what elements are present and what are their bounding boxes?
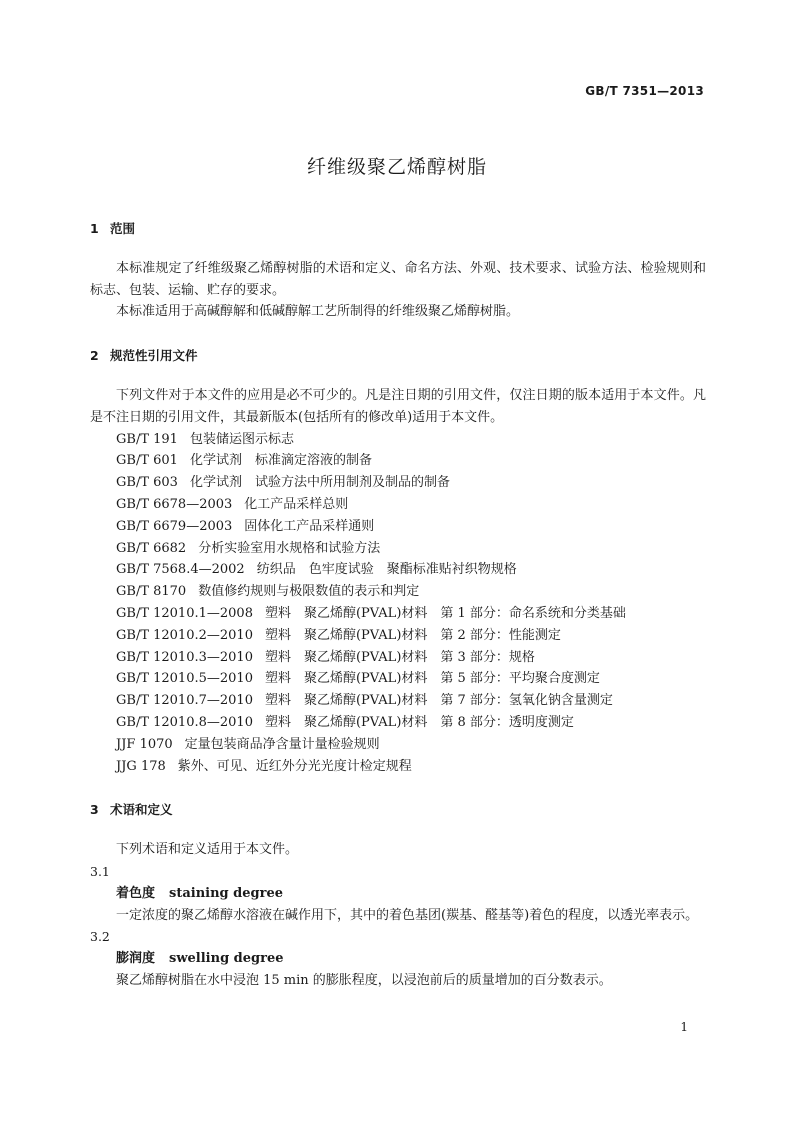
scope-paragraph: 本标准规定了纤维级聚乙烯醇树脂的术语和定义、命名方法、外观、技术要求、试验方法、检验规则和标志、包装、运输、贮存的要求。 xyxy=(90,260,706,298)
reference-title: 塑料 聚乙烯醇(PVAL)材料 第 7 部分：氢氧化钠含量测定 xyxy=(264,693,613,709)
reference-code: GB/T 7568.4—2002 xyxy=(116,562,245,578)
section-number: 2 xyxy=(90,348,99,364)
reference-code: GB/T 191 xyxy=(116,431,178,447)
reference-code: GB/T 12010.7—2010 xyxy=(116,693,253,709)
reference-item xyxy=(90,668,706,690)
reference-item xyxy=(90,559,706,581)
reference-title: 塑料 聚乙烯醇(PVAL)材料 第 3 部分：规格 xyxy=(264,649,535,665)
reference-title: 紫外、可见、近红外分光光度计检定规程 xyxy=(177,758,412,774)
reference-code: GB/T 12010.2—2010 xyxy=(116,627,253,643)
reference-item xyxy=(90,712,706,734)
reference-code: GB/T 6679—2003 xyxy=(116,518,233,534)
reference-item xyxy=(90,647,706,669)
section-references xyxy=(90,345,706,777)
terms-intro: 下列术语和定义适用于本文件。 xyxy=(116,842,299,858)
reference-item xyxy=(90,734,706,756)
reference-title: 化学试剂 标准滴定溶液的制备 xyxy=(189,453,372,469)
section-title: 规范性引用文件 xyxy=(110,348,198,364)
reference-item xyxy=(90,538,706,560)
reference-code: GB/T 8170 xyxy=(116,584,187,600)
term-definition: 聚乙烯醇树脂在水中浸泡 15 min 的膨胀程度，以浸泡前后的质量增加的百分数表示。 xyxy=(116,972,612,988)
reference-title: 纺织品 色牢度试验 聚酯标准贴衬织物规格 xyxy=(256,562,517,578)
standard-code: GB/T 7351—2013 xyxy=(585,84,704,98)
reference-item xyxy=(90,450,706,472)
reference-code: GB/T 603 xyxy=(116,475,178,491)
reference-code: GB/T 12010.5—2010 xyxy=(116,671,253,687)
document-title: 纤维级聚乙烯醇树脂 xyxy=(306,156,487,178)
section-title: 范围 xyxy=(110,221,136,236)
reference-title: 塑料 聚乙烯醇(PVAL)材料 第 8 部分：透明度测定 xyxy=(264,714,574,730)
term-english: staining degree xyxy=(169,885,284,901)
reference-code: GB/T 12010.3—2010 xyxy=(116,649,253,665)
term-chinese: 着色度 xyxy=(116,885,156,901)
reference-item xyxy=(90,581,706,603)
reference-title: 化学试剂 试验方法中所用制剂及制品的制备 xyxy=(189,475,450,491)
scope-paragraph: 本标准适用于高碱醇解和低碱醇解工艺所制得的纤维级聚乙烯醇树脂。 xyxy=(116,304,520,320)
reference-title: 塑料 聚乙烯醇(PVAL)材料 第 5 部分：平均聚合度测定 xyxy=(264,671,600,687)
reference-item xyxy=(90,603,706,625)
reference-title: 化工产品采样总则 xyxy=(244,496,349,512)
term-chinese: 膨润度 xyxy=(116,951,156,967)
reference-code: GB/T 601 xyxy=(116,453,178,469)
term-number: 3.2 xyxy=(90,929,110,945)
reference-code: GB/T 6678—2003 xyxy=(116,496,233,512)
reference-title: 塑料 聚乙烯醇(PVAL)材料 第 2 部分：性能测定 xyxy=(264,627,561,643)
reference-title: 分析实验室用水规格和试验方法 xyxy=(198,540,381,556)
reference-code: GB/T 12010.1—2008 xyxy=(116,605,253,621)
term-english: swelling degree xyxy=(169,951,284,967)
section-terms xyxy=(90,799,706,991)
reference-code: JJF 1070 xyxy=(116,736,173,752)
references-intro: 下列文件对于本文件的应用是必不可少的。凡是注日期的引用文件，仅注日期的版本适用于本文件。凡是不注日期的引用文件，其最新版本(包括所有的修改单)适用于本文件。 xyxy=(90,387,706,425)
reference-code: JJG 178 xyxy=(116,758,166,774)
section-number: 3 xyxy=(90,802,99,818)
reference-title: 定量包装商品净含量计量检验规则 xyxy=(184,736,380,752)
document-body xyxy=(90,218,706,1014)
term-entry xyxy=(90,926,706,991)
term-heading xyxy=(90,883,706,905)
reference-item xyxy=(90,756,706,778)
reference-title: 包装储运图示标志 xyxy=(189,431,294,447)
reference-item xyxy=(90,429,706,451)
term-definition: 一定浓度的聚乙烯醇水溶液在碱作用下，其中的着色基团(羰基、醛基等)着色的程度，以透光率表示。 xyxy=(116,907,699,923)
reference-list xyxy=(90,429,706,778)
term-heading xyxy=(90,948,706,970)
section-heading-terms xyxy=(90,799,706,821)
reference-title: 固体化工产品采样通则 xyxy=(244,518,375,534)
reference-code: GB/T 6682 xyxy=(116,540,187,556)
section-number: 1 xyxy=(90,221,99,236)
term-number: 3.1 xyxy=(90,863,110,879)
reference-item xyxy=(90,516,706,538)
section-heading-scope xyxy=(90,218,706,240)
reference-title: 数值修约规则与极限数值的表示和判定 xyxy=(198,584,420,600)
reference-title: 塑料 聚乙烯醇(PVAL)材料 第 1 部分：命名系统和分类基础 xyxy=(264,605,626,621)
reference-item xyxy=(90,625,706,647)
term-entry xyxy=(90,861,706,926)
reference-item xyxy=(90,494,706,516)
page-number: 1 xyxy=(680,1020,688,1034)
reference-code: GB/T 12010.8—2010 xyxy=(116,714,253,730)
section-title: 术语和定义 xyxy=(110,802,173,818)
reference-item xyxy=(90,690,706,712)
reference-item xyxy=(90,472,706,494)
section-scope xyxy=(90,218,706,323)
section-heading-references xyxy=(90,345,706,367)
